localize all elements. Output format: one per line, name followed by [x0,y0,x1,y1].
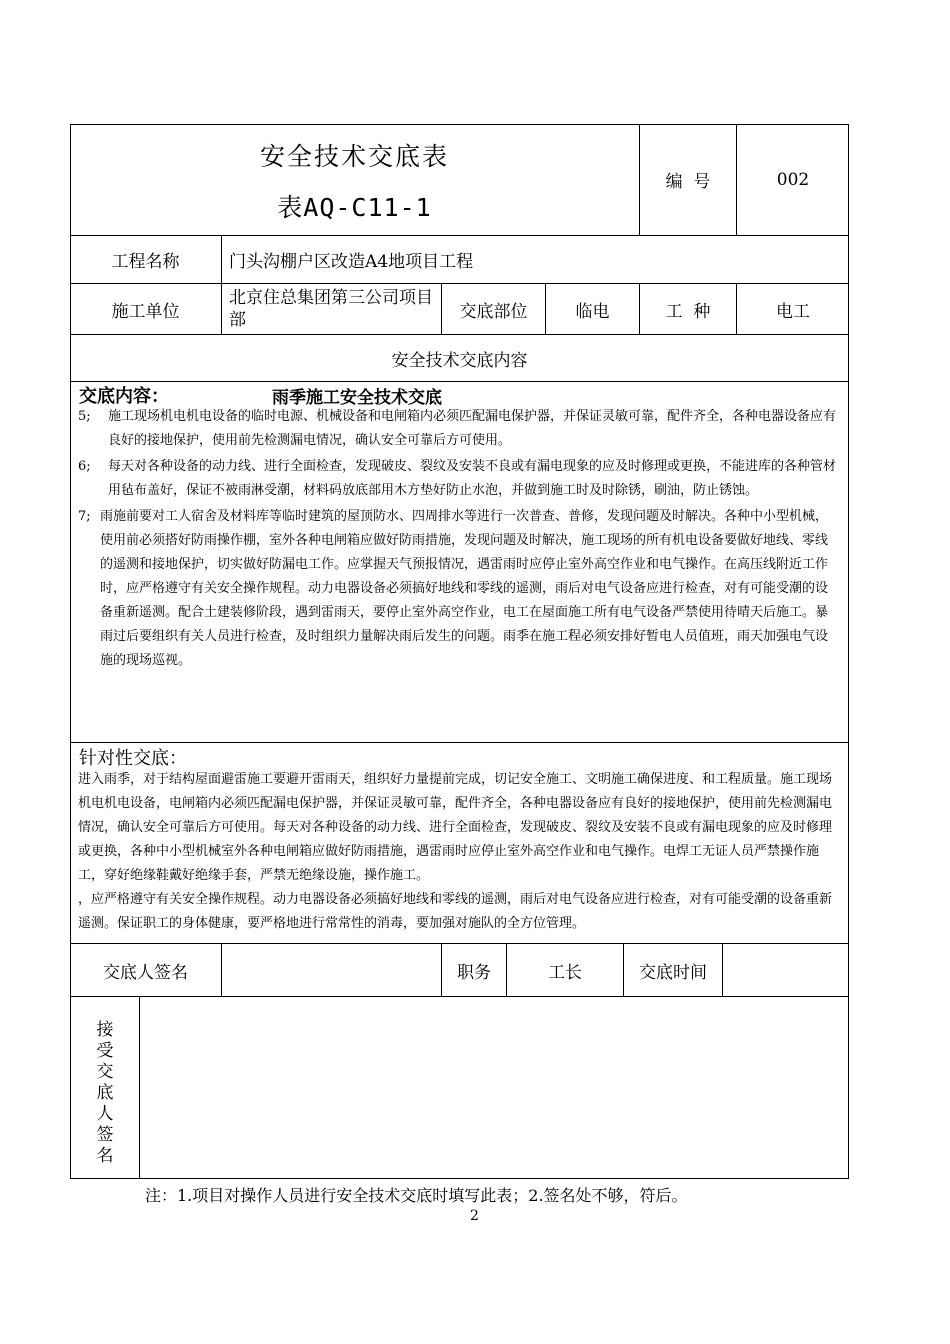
number-value: 002 [776,169,810,190]
post-value: 工长 [548,962,582,983]
item-number: 7; [78,509,91,524]
footnote: 注：1.项目对操作人员进行安全技术交底时填写此表；2.签名处不够，符后。 [145,1186,688,1205]
time-field[interactable] [723,944,849,996]
item-number: 5; [78,409,91,424]
item-text: 雨施前要对工人宿舍及材料库等临时建筑的屋顶防水、四周排水等进行一次普查、普修，发现问题及时解决。各种中小型机械，使用前必须搭好防雨操作棚，室外各种电闸箱应做好防雨措施，发现问题及时解决，施工现场的所有机电设备要做好地线、零线的遥测和接地保护，切实做好防漏电工作。应掌握天气预报情况，遇雷雨时应停止室外高空作业和电气操作。在高压线附近工作时，应严格遵守有关安全操作规程。动力电器设备必须搞好地线和零线的遥测，雨后对电气设备应进行检查，对有可能受潮的设备重新遥测。配合土建装修阶段，遇到雷雨天，要停止室外高空作业，电工在屋面施工所有电气设备严禁使用待晴天后施工。暴雨过后要组织有关人员进行检查，及时组织力量解决雨后发生的问题。雨季在施工程必须安排好暂电人员值班，雨天加强电气设施的现场巡视。 [100,509,829,668]
content-subtitle: 雨季施工安全技术交底 [272,388,442,408]
targeted-text-block [78,768,842,936]
content-items [78,405,840,673]
targeted-text: 进入雨季，对于结构屋面避雷施工要避开雷雨天，组织好力量提前完成，切记安全施工、文明施工确保进度、和工程质量。施工现场机电机电设备，电闸箱内必须匹配漏电保护器，并保证灵敏可靠，配件齐全，各种电器设备应有良好的接地保护，使用前先检测漏电情况，确认安全可靠后方可使用。每天对各种设备的动力线、进行全面检查，发现破皮、裂纹及安装不良或有漏电现象的应及时修理或更换，各种中小型机械室外各种电闸箱应做好防雨措施，遇雷雨时应停止室外高空作业和电气操作。电焊工无证人员严禁操作施工，穿好绝缘鞋戴好绝缘手套，严禁无绝缘设施，操作施工。 [78,772,833,883]
targeted-label: 针对性交底： [79,748,187,769]
item-text: 施工现场机电机电设备的临时电源、机械设备和电闸箱内必须匹配漏电保护器，并保证灵敏可靠，配件齐全，各种电器设备应有良好的接地保护，使用前先检测漏电情况，确认安全可靠后方可使用。 [108,409,837,448]
form-code: 表AQ-C11-1 [277,193,432,222]
content-item [78,505,840,673]
trade-label: 工 种 [665,301,711,322]
content-heading: 安全技术交底内容 [391,350,528,371]
time-label: 交底时间 [639,962,707,983]
signer-label: 交底人签名 [103,962,188,983]
post-label: 职务 [457,962,491,983]
project-name-value: 门头沟棚户区改造A4地项目工程 [229,252,474,272]
receiver-label: 接受交底人签名 [96,1020,114,1166]
project-name-label: 工程名称 [111,252,180,272]
part-label: 交底部位 [459,301,528,322]
content-item [78,455,840,503]
unit-label: 施工单位 [111,301,180,322]
number-label: 编 号 [665,172,711,192]
item-number: 6; [78,459,91,474]
form-title: 安全技术交底表 [259,142,449,171]
trade-value: 电工 [776,301,810,322]
receiver-signature-area[interactable] [140,997,848,1178]
row-divider [70,381,849,382]
part-value: 临电 [575,301,610,322]
targeted-text-continued: ，应严格遵守有关安全操作规程。动力电器设备必须搞好地线和零线的遥测，雨后对电气设备应进行检查，对有可能受潮的设备重新遥测。保证职工的身体健康，要严格地进行常常性的消毒，要加强对施队的全方位管理。 [78,892,833,931]
unit-value: 北京住总集团第三公司项目部 [229,288,433,330]
content-label: 交底内容： [79,386,169,407]
row-divider [70,742,849,743]
item-text: 每天对各种设备的动力线、进行全面检查，发现破皮、裂纹及安装不良或有漏电现象的应及时修理或更换，不能进库的各种管材用毡布盖好，保证不被雨淋受潮，材料码放底部用木方垫好防止水泡，并做到施工时及时除锈，刷油，防止锈蚀。 [108,459,837,498]
signer-field[interactable] [222,944,441,996]
page-number: 2 [470,1208,479,1224]
content-item [78,405,840,453]
col-divider [221,235,222,334]
